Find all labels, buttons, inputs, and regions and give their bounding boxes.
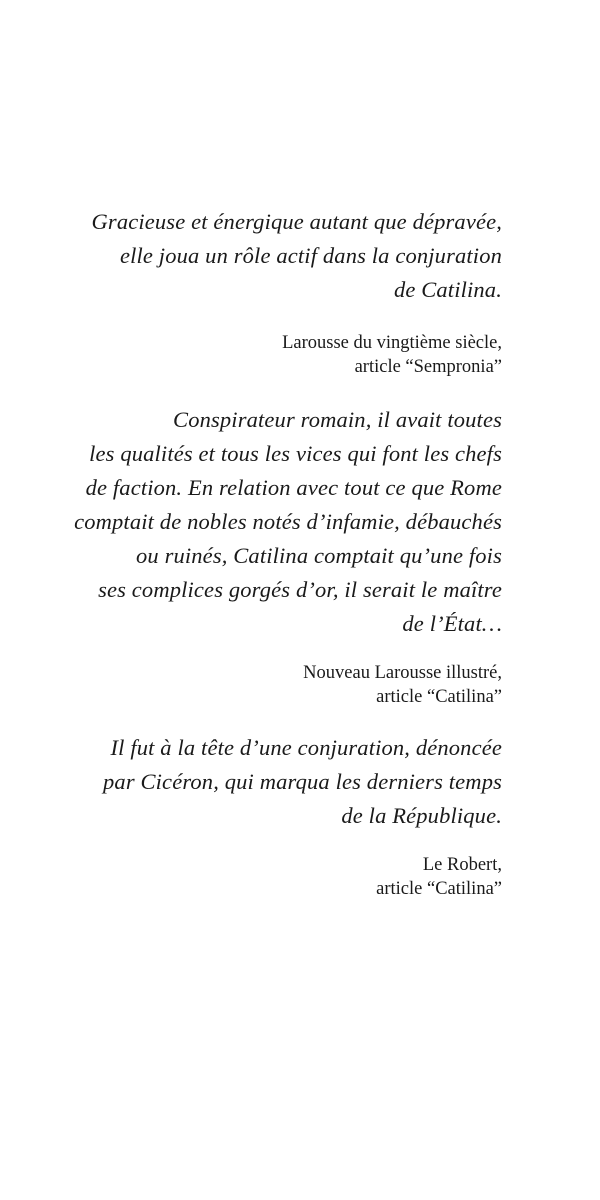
source-line: article “Catilina”: [376, 879, 502, 899]
epigraph-catilina-robert: [103, 731, 502, 901]
quote-line: comptait de nobles notés d’infamie, débauchés: [74, 509, 502, 534]
quote-line: de faction. En relation avec tout ce que Rome: [85, 475, 502, 500]
quote-line: par Cicéron, qui marqua les derniers temps: [103, 769, 502, 794]
quote-line: ou ruinés, Catilina comptait qu’une fois: [136, 543, 502, 568]
epigraph-catilina-larousse: [74, 403, 502, 709]
quote-line: elle joua un rôle actif dans la conjuration: [119, 243, 502, 268]
quote-line: de l’État…: [402, 611, 502, 636]
quote-line: Conspirateur romain, il avait toutes: [173, 407, 502, 432]
source-line: Nouveau Larousse illustré,: [303, 663, 502, 683]
source-line: Le Robert,: [422, 855, 502, 875]
quote-line: de Catilina.: [393, 277, 502, 302]
epigraph-quote: [92, 205, 502, 307]
source-line: article “Sempronia”: [354, 357, 502, 377]
source-line: Larousse du vingtième siècle,: [282, 333, 502, 353]
quote-line: de la République.: [341, 803, 502, 828]
quote-line: Gracieuse et énergique autant que dépravée,: [91, 209, 502, 234]
quote-line: Il fut à la tête d’une conjuration, dénoncée: [110, 735, 502, 760]
epigraph-quote: [74, 403, 502, 641]
quote-line: ses complices gorgés d’or, il serait le maître: [98, 577, 502, 602]
source-line: article “Catilina”: [376, 687, 502, 707]
epigraph-sempronia: [92, 205, 502, 379]
quote-line: les qualités et tous les vices qui font les chefs: [89, 441, 502, 466]
epigraph-source: [92, 331, 502, 379]
epigraph-quote: [103, 731, 502, 833]
epigraph-source: [103, 853, 502, 901]
epigraph-source: [74, 661, 502, 709]
